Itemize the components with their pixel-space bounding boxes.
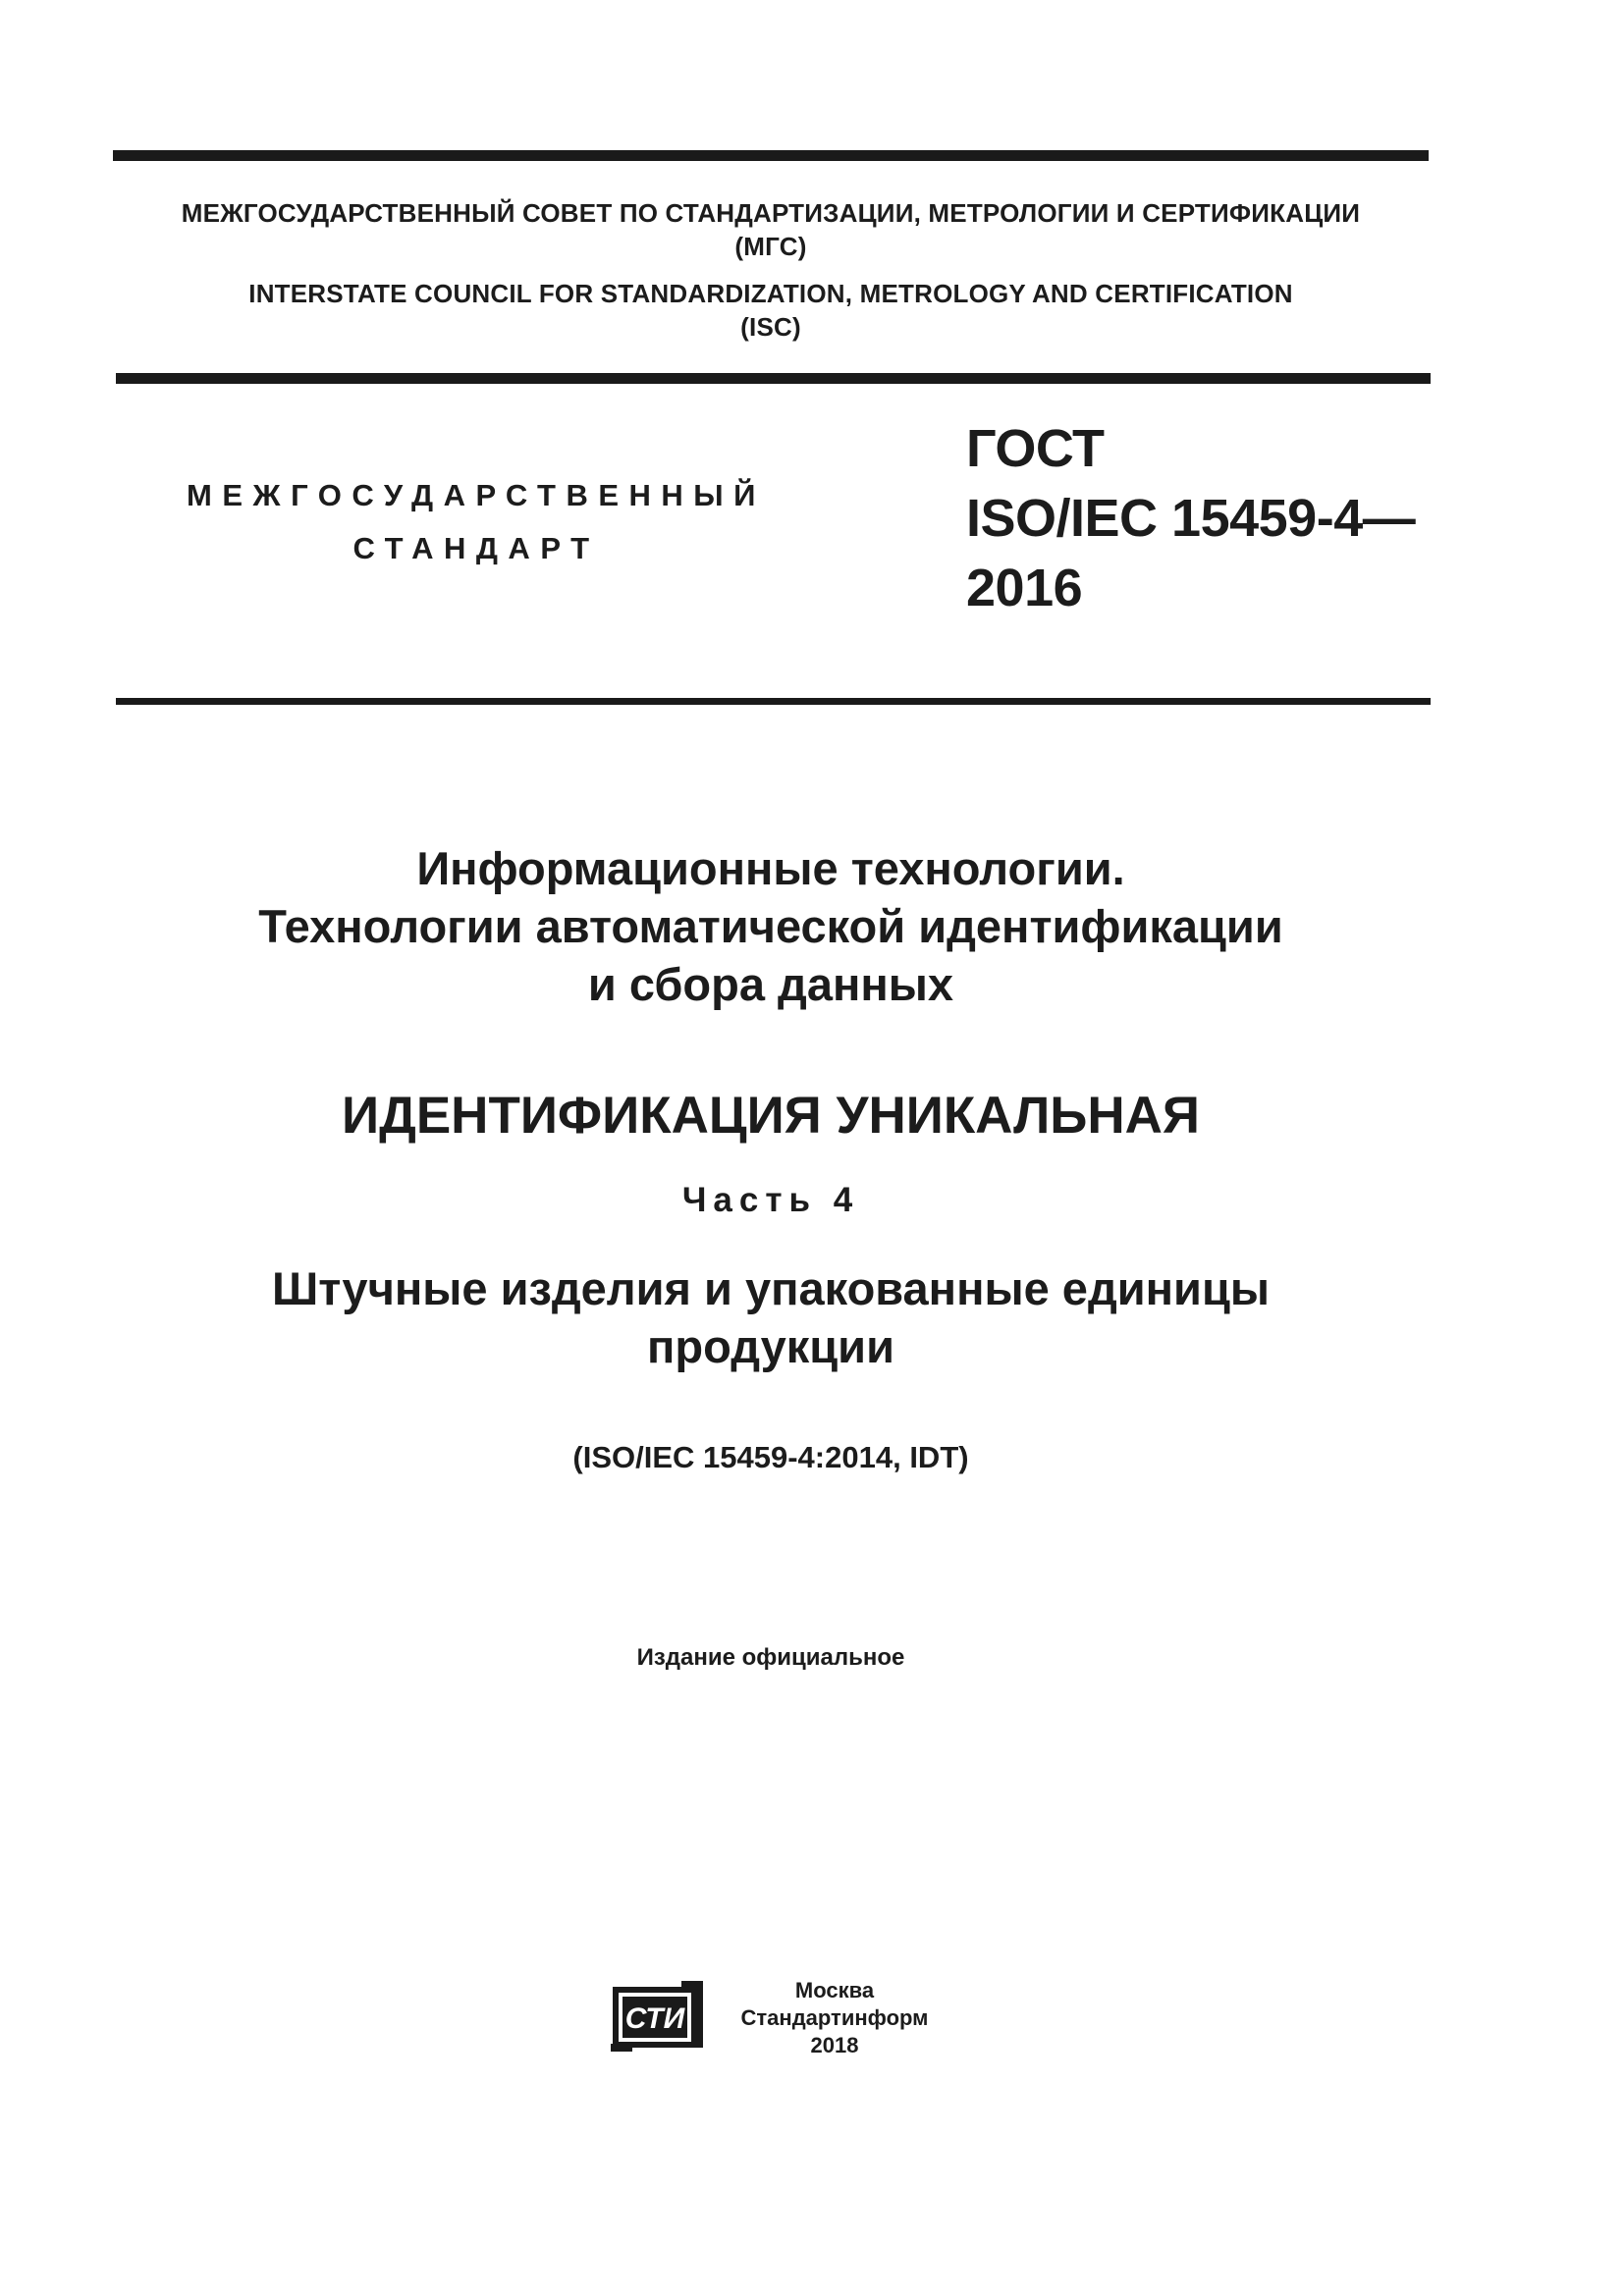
publisher-city: Москва [794,1978,875,2002]
standartinform-logo-icon [611,1979,705,2052]
gost-designation-line1: ГОСТ [966,419,1105,478]
header-divider [116,373,1431,384]
gost-designation-line2: ISO/IEC 15459-4— [966,489,1416,548]
council-abbr-ru: (МГС) [734,232,807,261]
top-rule [113,150,1429,161]
publisher-name: Стандартинформ [740,2005,929,2030]
council-name-en [113,277,1429,344]
gost-designation [966,414,1415,623]
standard-type-line1: МЕЖГОСУДАРСТВЕННЫЙ [187,478,766,512]
part-title-line1: Штучные изделия и упакованные единицы [272,1262,1270,1314]
section-title: ИДЕНТИФИКАЦИЯ УНИКАЛЬНАЯ [341,1087,1201,1145]
part-label: Часть 4 [681,1181,860,1219]
standard-type-line2: СТАНДАРТ [352,531,600,565]
document-title-line2: Технологии автоматической идентификации [258,900,1283,952]
edition-note: Издание официальное [636,1644,905,1671]
logo-lettering: СТИ [624,2002,685,2035]
designation-divider [116,698,1431,705]
council-abbr-en: (ISC) [740,312,801,342]
document-title [113,839,1429,1013]
part-title-line2: продукции [647,1320,894,1372]
document-title-line3: и сбора данных [587,958,954,1010]
gost-designation-line3: 2016 [966,559,1083,617]
document-title-line1: Информационные технологии. [416,842,1125,894]
part-title [113,1259,1429,1375]
standard-type-label [157,469,795,575]
iso-reference: (ISO/IEC 15459-4:2014, IDT) [572,1440,969,1474]
publication-year: 2018 [810,2033,859,2057]
council-name-ru-line1: МЕЖГОСУДАРСТВЕННЫЙ СОВЕТ ПО СТАНДАРТИЗАЦИИ, МЕТРОЛОГИИ И СЕРТИФИКАЦИИ [181,198,1361,228]
publisher-info [717,1977,952,2059]
council-name-en-line1: INTERSTATE COUNCIL FOR STANDARDIZATION, METROLOGY AND CERTIFICATION [248,279,1293,308]
council-name-ru [113,196,1429,263]
